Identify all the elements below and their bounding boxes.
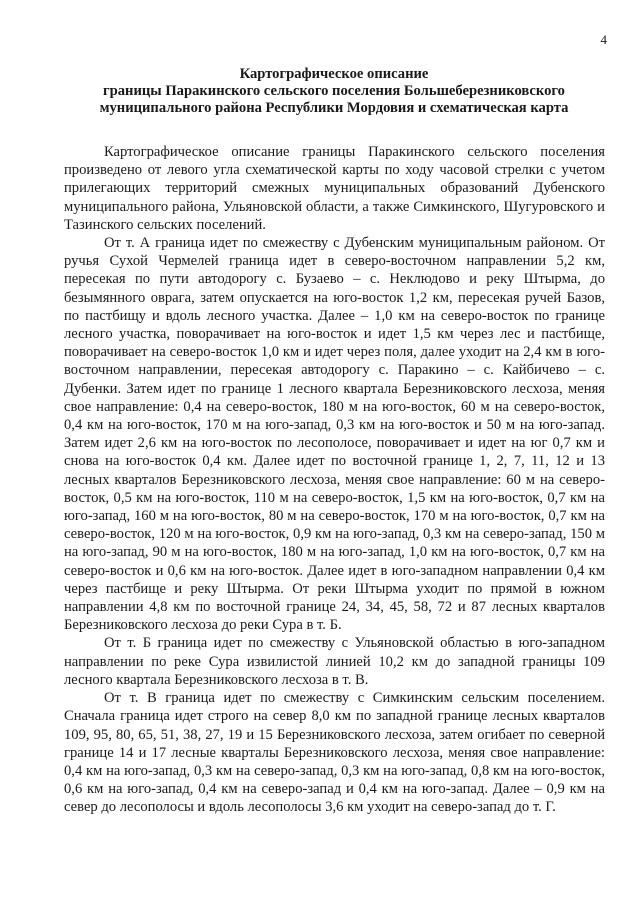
page-number: 4 [600,32,607,47]
title-line-2: границы Паракинского сельского поселения Большеберезниковского [103,83,565,99]
paragraph-point-v: От т. В граница идет по смежеству с Симкинским сельским поселением. Сначала граница идет строго на север 8,0 км по западной границе лесных кварталов 109, 95, 80, 65, 51, 38, 27, 19 и 15 Березниковского лесхоза, затем огибает по северной границе 14 и 17 лесные кварталы Березниковского лесхоза, меняя свое направление: 0,4 км на юго-запад, 0,3 км на северо-запад, 0,3 км на юго-запад, 0,8 км на юго-восток, 0,6 км на юго-запад, 0,4 км на северо-запад и 0,4 км на юго-запад. Далее – 0,9 км на север до лесополосы и вдоль лесополосы 3,6 км уходит на северо-запад до т. Г. [64,690,605,816]
document-body [64,143,605,817]
title-line-3: муниципального района Республики Мордовия и схематическая карта [99,100,569,116]
title-line-1: Картографическое описание [239,66,429,82]
paragraph-intro: Картографическое описание границы Паракинского сельского поселения произведено от левого угла схематической карты по ходу часовой стрелки с учетом прилегающих территорий смежных муниципальных образований Дубенского муниципального района, Ульяновской области, а также Симкинского, Шугуровского и Тазинского сельских поселений. [64,144,605,233]
paragraph-point-b: От т. Б граница идет по смежеству с Ульяновской областью в юго-западном направлении по реке Сура извилистой линией 10,2 км до западной границы 109 лесного квартала Березниковского лесхоза в т. В. [64,635,605,688]
paragraph-point-a: От т. А граница идет по смежеству с Дубенским муниципальным районом. От ручья Сухой Чермелей граница идет в северо-восточном направлении 5,2 км, пересекая по пути автодорогу с. Бузаево – с. Неклюдово и реку Штырма, до безымянного оврага, затем опускается на юго-восток 1,2 км, пересекая ручей Базов, по пастбищу и вдоль лесного участка. Далее – 1,0 км на северо-восток по границе лесного участка, поворачивает на юго-восток и идет 1,5 км через лес и пастбище, поворачивает на северо-восток 1,0 км и идет через поля, далее уходит на 2,4 км в юго-восточном направлении, пересекая автодорогу с. Паракино – с. Кайбичево – с. Дубенки. Затем идет по границе 1 лесного квартала Березниковского лесхоза, меняя свое направление: 0,4 на северо-восток, 180 м на юго-восток, 60 м на северо-восток, 0,4 км на юго-восток, 170 м на юго-запад, 0,3 км на юго-восток и 50 м на юго-запад. Затем идет 2,6 км на юго-восток по лесополосе, поворачивает и идет на юг 0,7 км и снова на юго-восток 0,4 км. Далее идет по восточной границе 1, 2, 7, 11, 12 и 13 лесных кварталов Березниковского лесхоза, меняя свое направление: 60 м на северо-восток, 0,5 км на юго-восток, 110 м на северо-восток, 1,5 км на юго-восток, 0,7 км на юго-запад, 160 м на юго-восток, 80 м на северо-восток, 170 м на юго-восток, 0,7 км на северо-восток, 120 м на юго-восток, 0,9 км на юго-запад, 0,3 км на северо-запад, 150 м на юго-запад, 90 м на юго-восток, 180 м на юго-запад, 1,0 км на юго-восток, 0,7 км на северо-восток и 0,6 км на юго-восток. Далее идет в юго-западном направлении 0,4 км через пастбище и реку Штырма. От реки Штырма уходит по прямой в южном направлении 4,8 км по восточной границе 24, 34, 45, 58, 72 и 87 лесных кварталов Березниковского лесхоза до реки Сура в т. Б. [64,235,605,634]
document-title [60,66,608,117]
